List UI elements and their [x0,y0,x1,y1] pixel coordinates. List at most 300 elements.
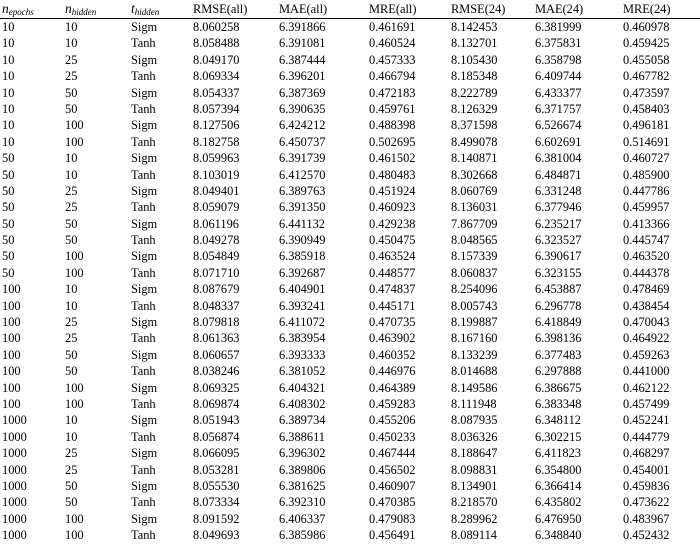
mae-all-cell: 6.385918 [279,249,326,264]
mre-all-cell: 0.466794 [369,69,416,84]
header-epochs: $n_{epochs}$ [0,0,63,19]
rmse-24-cell: 8.218570 [451,495,498,510]
mre-24-cell: 0.468297 [623,446,670,461]
mre-24-cell: 0.458403 [623,101,670,116]
rmse-24-cell: 8.254096 [451,282,498,297]
activation-cell: Sigm [131,85,158,100]
rmse-all-cell: 8.069325 [193,380,240,395]
hidden-cell: 10 [65,429,78,444]
header-activation: $t_{hidden}$ [129,0,191,19]
mre-24-cell: 0.459263 [623,347,670,362]
mae-all-cell: 6.381052 [279,364,326,379]
rmse-24-cell: 8.089114 [451,528,498,543]
table-row [0,150,700,166]
hidden-cell: 50 [65,495,78,510]
table-row [0,19,700,36]
rmse-24-cell: 8.105430 [451,52,498,67]
hidden-cell: 100 [65,134,84,149]
mre-all-cell: 0.470735 [369,315,416,330]
table-row [0,183,700,199]
mae-24-cell: 6.348840 [535,528,582,543]
rmse-24-cell: 8.111948 [451,396,497,411]
mae-all-cell: 6.383954 [279,331,326,346]
mre-24-cell: 0.485900 [623,167,670,182]
mre-24-cell: 0.459425 [623,36,670,51]
epochs-cell: 50 [2,200,15,215]
mre-all-cell: 0.457333 [369,52,416,67]
table-row [0,85,700,101]
epochs-cell: 1000 [2,478,27,493]
mre-all-cell: 0.460923 [369,200,416,215]
epochs-cell: 1000 [2,413,27,428]
rmse-all-cell: 8.103019 [193,167,240,182]
mae-all-cell: 6.387444 [279,52,326,67]
table-row [0,314,700,330]
mae-all-cell: 6.385986 [279,528,326,543]
mae-all-cell: 6.412570 [279,167,326,182]
activation-cell: Sigm [131,413,158,428]
activation-cell: Tanh [131,364,156,379]
header-mae-24: MAE(24) [533,0,621,19]
header-rmse-24: RMSE(24) [449,0,533,19]
mae-all-cell: 6.411072 [279,315,326,330]
hidden-cell: 50 [65,101,78,116]
mre-all-cell: 0.459283 [369,396,416,411]
mre-24-cell: 0.455058 [623,52,670,67]
mae-24-cell: 6.418849 [535,315,582,330]
activation-cell: Sigm [131,315,158,330]
rmse-24-cell: 8.289962 [451,511,498,526]
rmse-all-cell: 8.091592 [193,511,240,526]
mae-all-cell: 6.392310 [279,495,326,510]
mre-24-cell: 0.478469 [623,282,670,297]
mre-all-cell: 0.451924 [369,183,416,198]
mre-24-cell: 0.470043 [623,315,670,330]
rmse-24-cell: 8.060837 [451,265,498,280]
hidden-cell: 10 [65,298,78,313]
table-row [0,380,700,396]
rmse-all-cell: 8.055530 [193,478,240,493]
mre-all-cell: 0.455206 [369,413,416,428]
mre-all-cell: 0.463902 [369,331,416,346]
mre-24-cell: 0.460978 [623,19,670,34]
hidden-cell: 100 [65,265,84,280]
mre-all-cell: 0.429238 [369,216,416,231]
mae-24-cell: 6.323155 [535,265,582,280]
mae-24-cell: 6.433377 [535,85,582,100]
rmse-all-cell: 8.049170 [193,52,240,67]
header-mre-24: MRE(24) [621,0,700,19]
rmse-24-cell: 8.132701 [451,36,498,51]
mae-all-cell: 6.406337 [279,511,326,526]
mae-all-cell: 6.404901 [279,282,326,297]
table-row [0,101,700,117]
activation-cell: Tanh [131,396,156,411]
mae-all-cell: 6.408302 [279,396,326,411]
activation-cell: Sigm [131,249,158,264]
mae-24-cell: 6.453887 [535,282,582,297]
activation-cell: Tanh [131,200,156,215]
table-row [0,445,700,461]
activation-cell: Tanh [131,233,156,248]
rmse-all-cell: 8.049278 [193,233,240,248]
hidden-cell: 100 [65,380,84,395]
rmse-24-cell: 8.060769 [451,183,498,198]
hidden-cell: 50 [65,347,78,362]
epochs-cell: 100 [2,298,21,313]
activation-cell: Tanh [131,462,156,477]
mae-all-cell: 6.404321 [279,380,326,395]
mae-24-cell: 6.476950 [535,511,582,526]
mre-all-cell: 0.460907 [369,478,416,493]
mae-24-cell: 6.409744 [535,69,582,84]
activation-cell: Tanh [131,134,156,149]
epochs-cell: 50 [2,167,15,182]
mre-all-cell: 0.474837 [369,282,416,297]
table-row [0,281,700,297]
mae-24-cell: 6.435802 [535,495,582,510]
mre-all-cell: 0.480483 [369,167,416,182]
activation-cell: Sigm [131,282,158,297]
mae-all-cell: 6.391866 [279,19,326,34]
activation-cell: Tanh [131,69,156,84]
rmse-all-cell: 8.053281 [193,462,240,477]
mae-24-cell: 6.358798 [535,52,582,67]
table-row [0,216,700,232]
mae-all-cell: 6.441132 [279,216,326,231]
hidden-cell: 25 [65,331,78,346]
epochs-cell: 1000 [2,446,27,461]
mre-all-cell: 0.446976 [369,364,416,379]
table-row [0,462,700,478]
mre-24-cell: 0.438454 [623,298,670,313]
hidden-cell: 50 [65,478,78,493]
rmse-24-cell: 8.149586 [451,380,498,395]
mae-24-cell: 6.302215 [535,429,582,444]
epochs-cell: 10 [2,52,15,67]
mae-24-cell: 6.377483 [535,347,582,362]
mae-24-cell: 6.411823 [535,446,582,461]
table-row [0,347,700,363]
mae-24-cell: 6.390617 [535,249,582,264]
mre-24-cell: 0.441000 [623,364,670,379]
table-row [0,396,700,412]
rmse-24-cell: 8.140871 [451,151,498,166]
mre-24-cell: 0.445747 [623,233,670,248]
mae-24-cell: 6.296778 [535,298,582,313]
table-row [0,265,700,281]
mre-all-cell: 0.461691 [369,19,416,34]
epochs-cell: 50 [2,183,15,198]
mre-all-cell: 0.450233 [369,429,416,444]
rmse-all-cell: 8.054337 [193,85,240,100]
mre-24-cell: 0.459957 [623,200,670,215]
mae-24-cell: 6.354800 [535,462,582,477]
table-row [0,412,700,428]
rmse-all-cell: 8.069874 [193,396,240,411]
activation-cell: Tanh [131,528,156,543]
mae-all-cell: 6.389806 [279,462,326,477]
rmse-all-cell: 8.051943 [193,413,240,428]
hidden-cell: 100 [65,249,84,264]
rmse-24-cell: 8.014688 [451,364,498,379]
epochs-cell: 10 [2,69,15,84]
mae-24-cell: 6.386675 [535,380,582,395]
table-row [0,232,700,248]
mae-all-cell: 6.396302 [279,446,326,461]
activation-cell: Tanh [131,495,156,510]
mae-all-cell: 6.393241 [279,298,326,313]
mae-24-cell: 6.331248 [535,183,582,198]
rmse-24-cell: 8.005743 [451,298,498,313]
rmse-all-cell: 8.182758 [193,134,240,149]
epochs-cell: 1000 [2,429,27,444]
mae-all-cell: 6.390635 [279,101,326,116]
rmse-all-cell: 8.056874 [193,429,240,444]
header-mae-all: MAE(all) [277,0,367,19]
rmse-all-cell: 8.079818 [193,315,240,330]
mre-24-cell: 0.462122 [623,380,670,395]
mae-24-cell: 6.348112 [535,413,582,428]
activation-cell: Tanh [131,101,156,116]
header-row [0,0,700,19]
activation-cell: Sigm [131,380,158,395]
hidden-cell: 50 [65,364,78,379]
mre-24-cell: 0.473597 [623,85,670,100]
epochs-cell: 50 [2,151,15,166]
mae-24-cell: 6.602691 [535,134,582,149]
epochs-cell: 10 [2,19,15,34]
activation-cell: Sigm [131,446,158,461]
rmse-all-cell: 8.071710 [193,265,240,280]
mae-24-cell: 6.377946 [535,200,582,215]
hidden-cell: 25 [65,200,78,215]
mae-all-cell: 6.391739 [279,151,326,166]
table-row [0,511,700,527]
rmse-all-cell: 8.060657 [193,347,240,362]
mre-24-cell: 0.514691 [623,134,670,149]
hidden-cell: 25 [65,69,78,84]
epochs-cell: 100 [2,396,21,411]
rmse-24-cell: 8.098831 [451,462,498,477]
rmse-24-cell: 8.087935 [451,413,498,428]
header-rmse-all: RMSE(all) [191,0,277,19]
epochs-cell: 50 [2,249,15,264]
mre-all-cell: 0.464389 [369,380,416,395]
table-header [0,0,700,19]
hidden-cell: 25 [65,446,78,461]
activation-cell: Tanh [131,167,156,182]
mae-24-cell: 6.297888 [535,364,582,379]
rmse-24-cell: 8.302668 [451,167,498,182]
activation-cell: Tanh [131,331,156,346]
mre-24-cell: 0.463520 [623,249,670,264]
rmse-24-cell: 8.133239 [451,347,498,362]
rmse-all-cell: 8.049693 [193,528,240,543]
rmse-24-cell: 8.371598 [451,118,498,133]
mre-24-cell: 0.413366 [623,216,670,231]
table-row [0,363,700,379]
rmse-24-cell: 8.134901 [451,478,498,493]
mre-all-cell: 0.472183 [369,85,416,100]
rmse-24-cell: 8.167160 [451,331,498,346]
mae-24-cell: 6.375831 [535,36,582,51]
table-row [0,167,700,183]
hidden-cell: 50 [65,216,78,231]
mae-all-cell: 6.450737 [279,134,326,149]
rmse-all-cell: 8.048337 [193,298,240,313]
header-mre-all: MRE(all) [367,0,449,19]
mre-24-cell: 0.467782 [623,69,670,84]
mre-all-cell: 0.467444 [369,446,416,461]
mae-24-cell: 6.366414 [535,478,582,493]
mae-all-cell: 6.381625 [279,478,326,493]
epochs-cell: 10 [2,118,15,133]
rmse-24-cell: 8.136031 [451,200,498,215]
mre-all-cell: 0.502695 [369,134,416,149]
epochs-cell: 1000 [2,495,27,510]
rmse-24-cell: 7.867709 [451,216,498,231]
mre-24-cell: 0.460727 [623,151,670,166]
rmse-24-cell: 8.222789 [451,85,498,100]
rmse-24-cell: 8.126329 [451,101,498,116]
hidden-cell: 100 [65,396,84,411]
activation-cell: Sigm [131,216,158,231]
hidden-cell: 100 [65,118,84,133]
mre-24-cell: 0.457499 [623,396,670,411]
hidden-cell: 25 [65,315,78,330]
hidden-cell: 25 [65,52,78,67]
rmse-24-cell: 8.142453 [451,19,498,34]
table-row [0,52,700,68]
epochs-cell: 10 [2,101,15,116]
epochs-cell: 100 [2,282,21,297]
mre-all-cell: 0.463524 [369,249,416,264]
mae-24-cell: 6.484871 [535,167,582,182]
epochs-cell: 100 [2,380,21,395]
rmse-24-cell: 8.188647 [451,446,498,461]
mre-all-cell: 0.460352 [369,347,416,362]
mae-24-cell: 6.526674 [535,118,582,133]
mae-24-cell: 6.381999 [535,19,582,34]
activation-cell: Tanh [131,429,156,444]
mre-24-cell: 0.454001 [623,462,670,477]
mre-24-cell: 0.444378 [623,265,670,280]
rmse-all-cell: 8.059079 [193,200,240,215]
mre-all-cell: 0.456491 [369,528,416,543]
mre-all-cell: 0.479083 [369,511,416,526]
hidden-cell: 50 [65,233,78,248]
rmse-all-cell: 8.054849 [193,249,240,264]
rmse-all-cell: 8.087679 [193,282,240,297]
hidden-cell: 10 [65,167,78,182]
mre-24-cell: 0.473622 [623,495,670,510]
activation-cell: Tanh [131,36,156,51]
epochs-cell: 1000 [2,462,27,477]
activation-cell: Tanh [131,298,156,313]
rmse-all-cell: 8.057394 [193,101,240,116]
mae-all-cell: 6.389763 [279,183,326,198]
epochs-cell: 100 [2,364,21,379]
mre-all-cell: 0.445171 [369,298,416,313]
mre-all-cell: 0.448577 [369,265,416,280]
mae-all-cell: 6.388611 [279,429,326,444]
activation-cell: Sigm [131,478,158,493]
rmse-all-cell: 8.059963 [193,151,240,166]
rmse-all-cell: 8.060258 [193,19,240,34]
mre-24-cell: 0.483967 [623,511,670,526]
rmse-all-cell: 8.073334 [193,495,240,510]
rmse-all-cell: 8.038246 [193,364,240,379]
epochs-cell: 10 [2,36,15,51]
hidden-cell: 10 [65,282,78,297]
hidden-cell: 10 [65,36,78,51]
rmse-all-cell: 8.049401 [193,183,240,198]
mae-all-cell: 6.392687 [279,265,326,280]
mae-all-cell: 6.391350 [279,200,326,215]
mre-24-cell: 0.444779 [623,429,670,444]
hidden-cell: 10 [65,413,78,428]
table-row [0,199,700,215]
mae-24-cell: 6.371757 [535,101,582,116]
mre-24-cell: 0.464922 [623,331,670,346]
mre-24-cell: 0.452241 [623,413,670,428]
hidden-cell: 10 [65,151,78,166]
rmse-all-cell: 8.058488 [193,36,240,51]
rmse-all-cell: 8.127506 [193,118,240,133]
hidden-cell: 100 [65,528,84,543]
activation-cell: Sigm [131,183,158,198]
mae-all-cell: 6.391081 [279,36,326,51]
hidden-cell: 25 [65,183,78,198]
rmse-24-cell: 8.036326 [451,429,498,444]
table-row [0,429,700,445]
mae-all-cell: 6.387369 [279,85,326,100]
table-row [0,527,700,543]
rmse-24-cell: 8.499078 [451,134,498,149]
activation-cell: Sigm [131,151,158,166]
activation-cell: Tanh [131,265,156,280]
mre-all-cell: 0.459761 [369,101,416,116]
mre-all-cell: 0.456502 [369,462,416,477]
mre-all-cell: 0.460524 [369,36,416,51]
rmse-24-cell: 8.048565 [451,233,498,248]
epochs-cell: 100 [2,315,21,330]
mae-all-cell: 6.390949 [279,233,326,248]
table-row [0,298,700,314]
epochs-cell: 100 [2,331,21,346]
activation-cell: Sigm [131,19,158,34]
mre-24-cell: 0.447786 [623,183,670,198]
rmse-24-cell: 8.199887 [451,315,498,330]
epochs-cell: 50 [2,233,15,248]
table-row [0,494,700,510]
mre-24-cell: 0.496181 [623,118,670,133]
table-row [0,478,700,494]
mae-24-cell: 6.381004 [535,151,582,166]
mre-all-cell: 0.470385 [369,495,416,510]
header-hidden-units: $n_{hidden}$ [63,0,129,19]
table-row [0,35,700,51]
table-row [0,117,700,133]
table-row [0,330,700,346]
activation-cell: Sigm [131,118,158,133]
epochs-cell: 10 [2,85,15,100]
epochs-cell: 100 [2,347,21,362]
mae-24-cell: 6.323527 [535,233,582,248]
epochs-cell: 1000 [2,528,27,543]
epochs-cell: 1000 [2,511,27,526]
